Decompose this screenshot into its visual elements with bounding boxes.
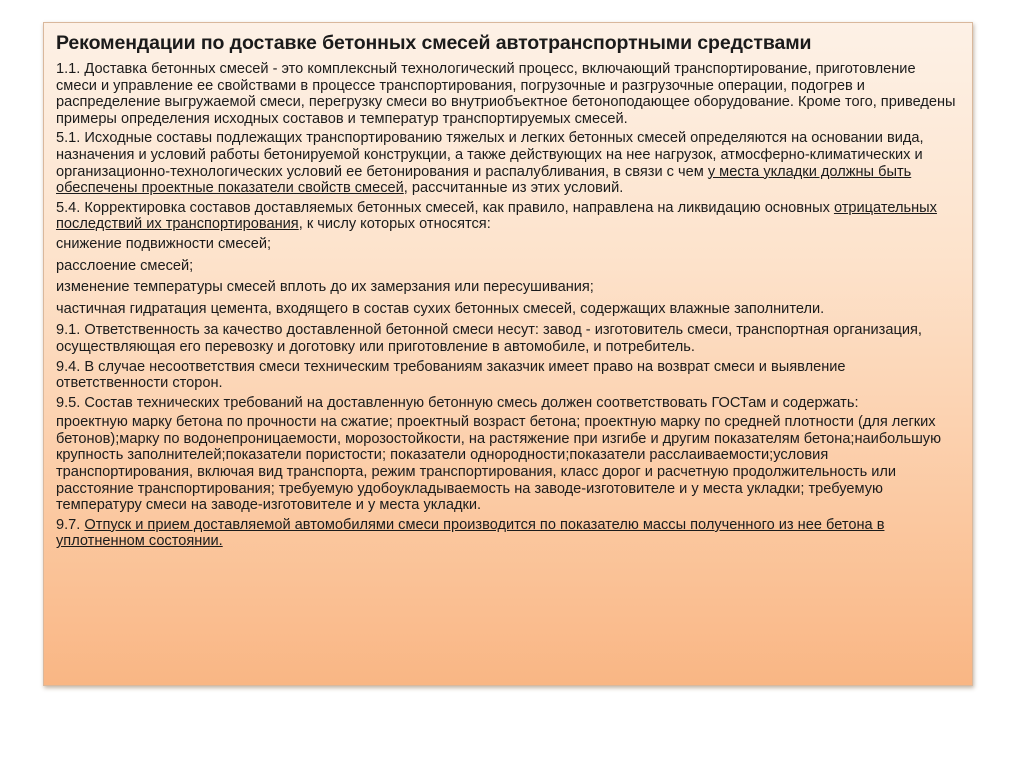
list-item-4: частичная гидратация цемента, входящего в состав сухих бетонных смесей, содержащих влажные заполнители.	[56, 300, 825, 317]
paragraph-5-4	[56, 200, 960, 233]
paragraph-5-1-tail: , рассчитанные из этих условий.	[403, 180, 624, 197]
paragraph-5-4-text: 5.4. Корректировка составов доставляемых бетонных смесей, как правило, направлена на ликвидацию основных	[56, 199, 834, 216]
requirements-list-paragraph: проектную марку бетона по прочности на сжатие; проектный возраст бетона; проектную марку по средней плотности (для легких бетонов);марку по водонепроницаемости, морозостойкости, на растяжение при изгибе и другим показателям бетона;наибольшую крупность заполнителей;показатели пористости; показатели однородности;показатели расслаиваемости;условия транспортирования, включая вид транспорта, режим транспортирования, класс дорог и расчетную продолжительность или расстояние транспортирования; требуемую удобоукладываемость на заводе-изготовителе и у места укладки; требуемую температуру смеси на заводе-изготовителе и у места укладки.	[56, 414, 942, 514]
paragraph-5-1-text: 5.1. Исходные составы подлежащих транспортированию тяжелых и легких бетонных смесей определяются на основании вида, назначения и условий работы бетонируемой конструкции, а также действующих на нее нагрузок, атмосферно-климатических и организационно-технологических условий ее бетонирования и распалубливания, в связи с чем	[56, 130, 924, 180]
paragraph-9-7-underlined: Отпуск и прием доставляемой автомобилями смеси производится по показателю массы полученного из нее бетона в уплотненном состоянии.	[56, 516, 885, 550]
paragraph-9-5: 9.5. Состав технических требований на доставленную бетонную смесь должен соответствовать ГОСТам и содержать:	[56, 394, 859, 411]
content-panel	[43, 22, 973, 686]
slide-title: Рекомендации по доставке бетонных смесей автотранспортными средствами	[56, 32, 812, 54]
list-item-3: изменение температуры смесей вплоть до их замерзания или пересушивания;	[56, 279, 594, 296]
paragraph-5-1	[56, 130, 960, 196]
paragraph-9-7-text: 9.7.	[56, 516, 85, 533]
list-item-2: расслоение смесей;	[56, 257, 194, 274]
paragraph-9-7	[56, 517, 960, 550]
paragraph-9-4: 9.4. В случае несоответствия смеси техническим требованиям заказчик имеет право на возврат смеси и выявление ответственности сторон.	[56, 358, 846, 392]
paragraph-1-1: 1.1. Доставка бетонных смесей - это комплексный технологический процесс, включающий транспортирование, приготовление смеси и управление ее свойствами в процессе транспортирования, погрузочные и разгрузочные операции, подогрев и распределение выгружаемой смеси, перегрузку смеси во внутриобъектное бетоноподающее оборудование. Кроме того, приведены примеры определения исходных составов и температур транспортируемых смесей.	[56, 61, 956, 127]
paragraph-5-1-underlined: у места укладки должны быть обеспечены проектные показатели свойств смесей	[56, 163, 912, 197]
paragraph-5-4-underlined: отрицательных последствий их транспортирования	[56, 199, 937, 233]
paragraph-9-1: 9.1. Ответственность за качество доставленной бетонной смеси несут: завод - изготовитель смеси, транспортная организация, осуществляющая его перевозку и доготовку или приготовление в автомобиле, и потребитель.	[56, 322, 922, 355]
list-item-1: снижение подвижности смесей;	[56, 235, 272, 252]
paragraph-5-4-tail: , к числу которых относятся:	[298, 216, 491, 233]
